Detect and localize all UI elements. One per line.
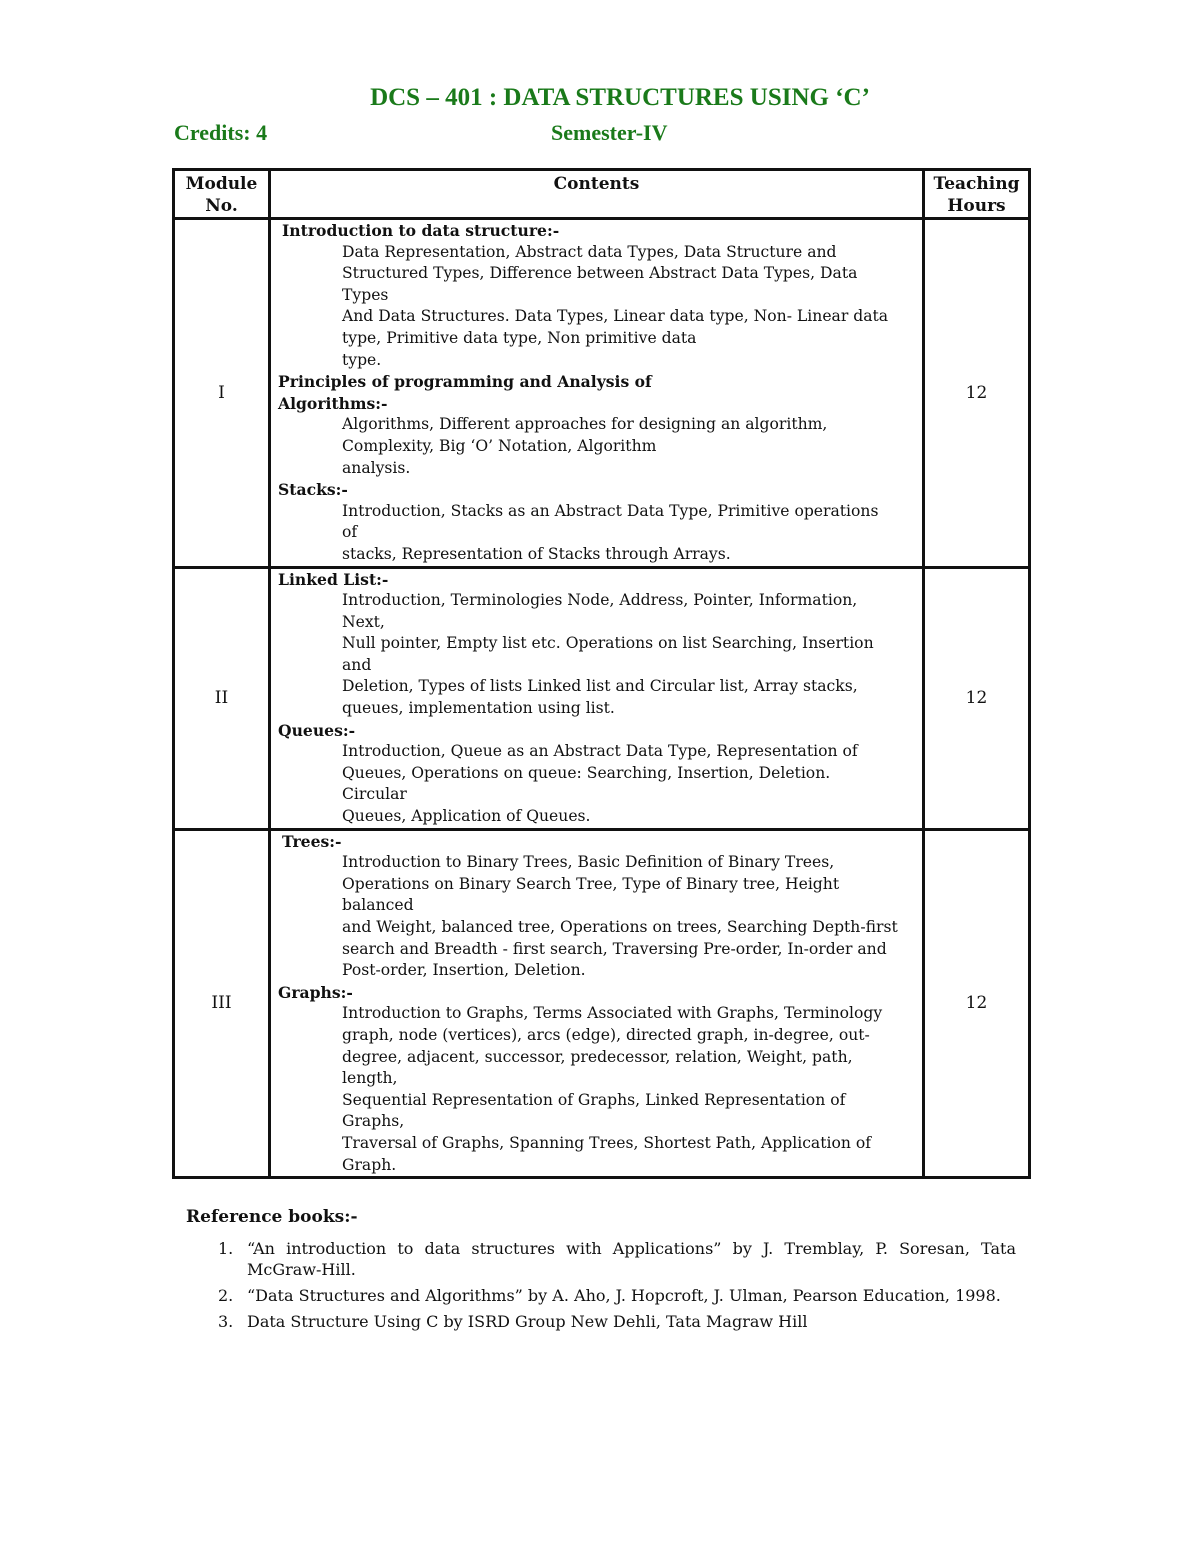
topic-heading: Algorithms:- [278,393,388,413]
credits-label: Credits: 4 [174,120,268,145]
reference-number: 3. [218,1312,234,1331]
topic-text: Introduction to Binary Trees, Basic Definition of Binary Trees, [342,853,835,872]
topic-text: Post-order, Insertion, Deletion. [342,961,586,980]
module-contents [270,567,924,829]
module-row [174,219,1030,568]
topic-text: queues, implementation using list. [342,699,615,718]
topic-text: Operations on Binary Search Tree, Type of Binary tree, Height [342,874,840,893]
topic-text: of [342,523,358,542]
topic-text: type. [342,350,382,369]
topic-text: Introduction to Graphs, Terms Associated with Graphs, Terminology [342,1004,883,1023]
topic-heading: Stacks:- [278,480,348,500]
syllabus-table [172,168,1031,1179]
topic-text: graph, node (vertices), arcs (edge), directed graph, in-degree, out- [342,1025,870,1044]
topic-text: length, [342,1069,398,1088]
hours-header-line1: Teaching [933,174,1020,194]
topic-text: search and Breadth - first search, Traversing Pre-order, In-order and [342,939,887,958]
topic-text: And Data Structures. Data Types, Linear data type, Non- Linear data [342,307,889,326]
module-contents [270,219,924,568]
topic-text: and [342,655,372,674]
module-row [174,829,1030,1178]
reference-text: Data Structure Using C by ISRD Group New Dehli, Tata Magraw Hill [247,1312,808,1331]
reference-item [186,1311,1016,1332]
reference-books-title: Reference books:- [186,1207,358,1227]
module-number: III [174,829,270,1178]
semester-label: Semester-IV [551,120,668,145]
teaching-hours-header [924,170,1030,219]
topic-text: Null pointer, Empty list etc. Operations on list Searching, Insertion [342,634,874,653]
topic-heading: Principles of programming and Analysis of [278,372,652,392]
topic-text: Introduction, Queue as an Abstract Data Type, Representation of [342,742,858,761]
topic-text: Structured Types, Difference between Abstract Data Types, Data [342,264,858,283]
topic-text: balanced [342,896,414,915]
contents-header-label: Contents [553,174,640,194]
module-row [174,567,1030,829]
topic-text: Introduction, Terminologies Node, Address, Pointer, Information, [342,591,858,610]
topic-text: Traversal of Graphs, Spanning Trees, Shortest Path, Application of [342,1133,872,1152]
teaching-hours: 12 [924,219,1030,568]
reference-number: 1. [218,1239,234,1258]
reference-text: “Data Structures and Algorithms” by A. Aho, J. Hopcroft, J. Ulman, Pearson Education, 1998. [247,1286,1001,1305]
teaching-hours: 12 [924,829,1030,1178]
reference-item [186,1285,1016,1306]
topic-heading: Queues:- [278,720,356,740]
topic-text: degree, adjacent, successor, predecessor, relation, Weight, path, [342,1047,853,1066]
module-number: I [174,219,270,568]
topic-text: Queues, Operations on queue: Searching, Insertion, Deletion. [342,763,831,782]
topic-text: Circular [342,785,407,804]
topic-text: Complexity, Big ‘O’ Notation, Algorithm [342,436,657,455]
topic-heading: Graphs:- [278,982,353,1002]
module-no-header [174,170,270,219]
topic-text: Types [342,285,389,304]
reference-number: 2. [218,1286,234,1305]
topic-heading: Introduction to data structure:- [282,221,560,240]
topic-text: Queues, Application of Queues. [342,807,591,826]
module-contents [270,829,924,1178]
topic-text: Deletion, Types of lists Linked list and Circular list, Array stacks, [342,677,858,696]
contents-header [270,170,924,219]
module-number: II [174,567,270,829]
hours-header-line2: Hours [947,196,1006,216]
course-title: DCS – 401 : DATA STRUCTURES USING ‘C’ [370,84,870,111]
topic-text: Sequential Representation of Graphs, Linked Representation of [342,1090,846,1109]
topic-text: stacks, Representation of Stacks through Arrays. [342,544,731,563]
topic-text: and Weight, balanced tree, Operations on trees, Searching Depth-first [342,918,898,936]
table-header-row [174,170,1030,219]
module-header-line1: Module [185,174,258,194]
module-header-line2: No. [205,196,238,216]
topic-text: Data Representation, Abstract data Types, Data Structure and [342,242,837,261]
topic-text: Algorithms, Different approaches for designing an algorithm, [342,415,828,434]
topic-text: Graphs, [342,1112,405,1131]
topic-heading: Trees:- [282,831,342,851]
topic-text: type, Primitive data type, Non primitive data [342,328,697,347]
teaching-hours: 12 [924,567,1030,829]
reference-text: “An introduction to data structures with Applications” by J. Tremblay, P. Soresan, Tata McGraw-Hill. [247,1239,1016,1279]
reference-item [186,1238,1016,1280]
topic-text: Introduction, Stacks as an Abstract Data Type, Primitive operations [342,501,879,520]
topic-text: Next, [342,612,385,631]
topic-text: Graph. [342,1155,397,1174]
reference-list [186,1238,1016,1337]
topic-heading: Linked List:- [278,569,389,589]
topic-text: analysis. [342,458,411,477]
